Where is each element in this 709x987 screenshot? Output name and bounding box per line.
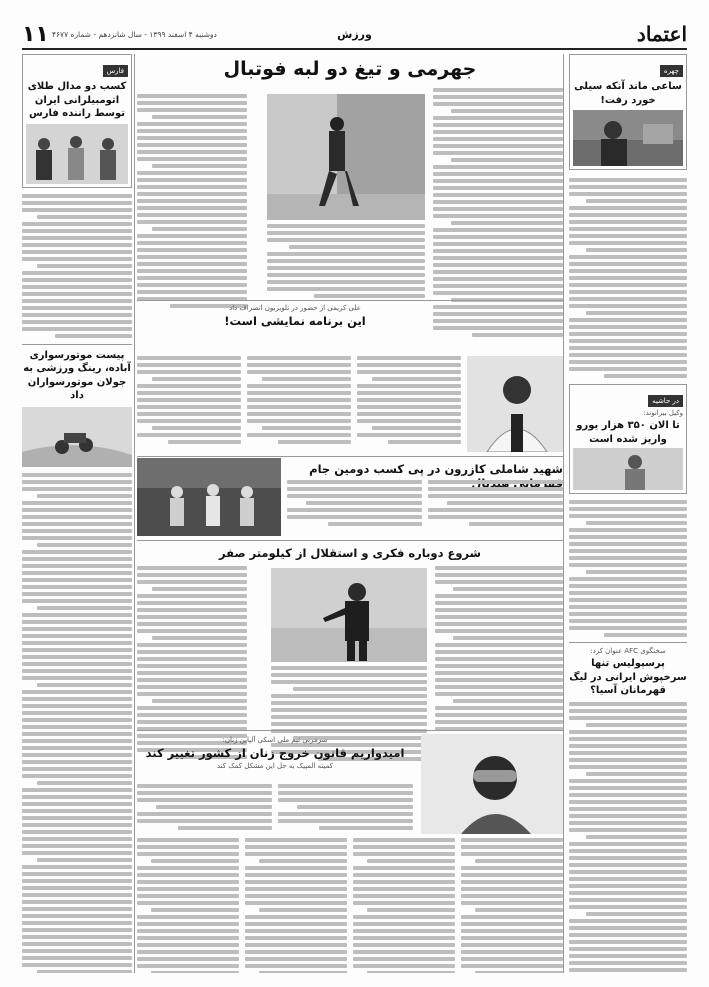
article-body <box>137 784 272 833</box>
photo-motocross-image <box>22 407 132 467</box>
story-ski-body <box>137 838 563 973</box>
box-kicker: فارس <box>103 65 128 77</box>
article-body <box>569 178 687 378</box>
right-column <box>569 54 687 973</box>
photo-goalkeeper <box>573 448 683 490</box>
story-handball-body <box>287 480 563 529</box>
story-karimi-heading <box>137 304 453 328</box>
photo-drivers-podium <box>26 124 128 184</box>
box-kicker: چهره <box>660 65 683 77</box>
section-rule <box>137 300 563 301</box>
story-karimi-body <box>137 356 461 447</box>
lead-headline: جهرمی و تیغ دو لبه فوتبال <box>223 58 477 80</box>
photo-drivers-image <box>26 124 128 184</box>
story-kicker: سرمربی تیم ملی اسکی آلپاین زنان: <box>222 736 328 744</box>
article-body <box>137 838 239 973</box>
box-title: ساعی ماند آنکه سیلی خورد رفت! <box>574 81 682 106</box>
photo-jahromi <box>267 94 425 220</box>
article-body <box>22 194 132 338</box>
article-body <box>137 356 241 447</box>
left-column <box>22 54 132 973</box>
sidebar-box-abadeh <box>22 344 132 467</box>
story-fekri-title: شروع دوباره فکری و استقلال از کیلومتر صفر <box>219 546 481 560</box>
story-fekri-body-right <box>435 566 563 762</box>
article-body <box>428 480 563 529</box>
lead-text-right <box>433 88 563 340</box>
photo-coach-image <box>573 110 683 166</box>
newspaper-logo: اعتماد <box>636 22 687 46</box>
story-title: امیدواریم قانون خروج زنان از کشور تغییر کند <box>145 746 405 760</box>
photo-jahromi-image <box>267 94 425 220</box>
main-column <box>137 54 563 973</box>
article-body <box>357 356 461 447</box>
article-body <box>137 94 247 308</box>
story-title: این برنامه نمایشی است! <box>224 314 366 328</box>
box-subkicker: سخنگوی AFC عنوان کرد: <box>590 647 666 655</box>
dateline: دوشنبه ۴ اسفند ۱۳۹۹ - سال شانزدهم - شماره ۴۶۷۷ <box>52 30 217 39</box>
story-kicker: علی کریمی از حضور در تلویزیون انصراف داد <box>229 304 361 312</box>
box-title: پرسپولیس تنها سرخپوش ایرانی در لیگ قهرمانان آسیا؟ <box>569 658 687 696</box>
article-body <box>353 838 455 973</box>
photo-handball-image <box>137 458 281 536</box>
box-subkicker: وکیل بیرانوند: <box>643 409 683 417</box>
lead-text-under-photo <box>267 224 425 301</box>
photo-coach <box>573 110 683 166</box>
box-title: کسب دو مدال طلای اتومبیلرانی ایران توسط راننده فارس <box>27 81 127 119</box>
section-rule <box>137 540 563 541</box>
photo-motocross <box>22 407 132 467</box>
photo-karimi-image <box>467 356 563 452</box>
article-body <box>278 784 413 833</box>
photo-karimi <box>467 356 563 452</box>
box-title: پیست موتورسواری آباده، رینگ ورزشی به جولان موتورسواران داد <box>23 349 131 401</box>
article-body <box>287 480 422 529</box>
box-title: تا الان ۳۵۰ هزار یورو واریز شده است <box>576 420 680 445</box>
section-rule <box>137 456 563 457</box>
article-body <box>22 473 132 974</box>
lead-text-left <box>137 94 247 311</box>
page-number: ۱۱ <box>22 22 49 47</box>
column-divider <box>563 54 564 973</box>
story-handball-title: شهید شاملی کازرون در پی کسب دومین جام <box>309 462 563 476</box>
sidebar-box-margin <box>569 384 687 494</box>
story-fekri-body-left <box>137 566 247 762</box>
photo-skier-image <box>421 734 563 834</box>
sidebar-box-fars <box>22 54 132 188</box>
photo-skier <box>421 734 563 834</box>
article-body <box>267 224 425 298</box>
photo-fekri-image <box>271 568 427 662</box>
photo-goalkeeper-image <box>573 448 683 490</box>
sidebar-box-afc <box>569 642 687 973</box>
story-ski-heading <box>137 736 413 770</box>
article-body <box>569 500 687 637</box>
sidebar-box-face <box>569 54 687 170</box>
story-subtitle: کمیته المپیک به حل این مشکل کمک کند <box>216 762 334 770</box>
story-ski-body-top <box>137 784 413 833</box>
photo-fekri <box>271 568 427 662</box>
article-body <box>247 356 351 447</box>
masthead <box>22 22 687 50</box>
article-body <box>461 838 563 973</box>
article-body <box>569 702 687 974</box>
column-divider <box>134 54 135 973</box>
section-label: ورزش <box>337 28 372 41</box>
photo-handball <box>137 458 281 536</box>
box-kicker: در حاشیه <box>648 395 683 407</box>
section-rule <box>137 730 563 731</box>
article-body <box>245 838 347 973</box>
